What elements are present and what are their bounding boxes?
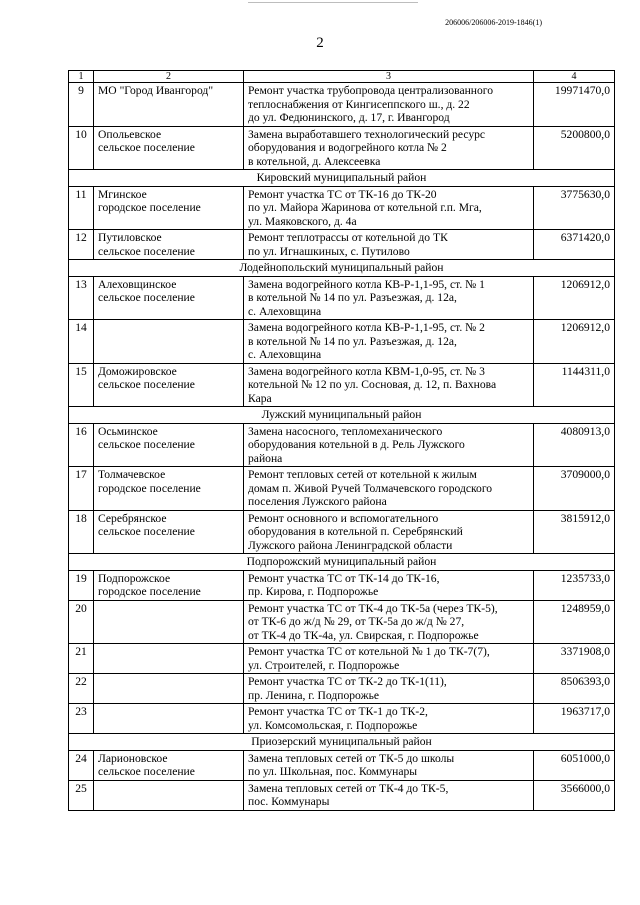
region-row bbox=[69, 554, 615, 571]
table-row bbox=[69, 644, 615, 674]
municipality-name: Осьминское сельское поселение bbox=[94, 423, 244, 467]
municipality-name bbox=[94, 780, 244, 810]
region-row bbox=[69, 734, 615, 751]
region-label: Кировский муниципальный район bbox=[69, 170, 615, 187]
row-number: 16 bbox=[69, 423, 94, 467]
work-description: Ремонт участка ТС от ТК-1 до ТК-2, ул. Комсомольская, г. Подпорожье bbox=[244, 704, 534, 734]
table-row bbox=[69, 320, 615, 364]
amount-value: 8506393,0 bbox=[534, 674, 615, 704]
municipality-name: Толмачевское городское поселение bbox=[94, 467, 244, 511]
amount-value: 1144311,0 bbox=[534, 363, 615, 407]
amount-value: 1235733,0 bbox=[534, 570, 615, 600]
amount-value: 1206912,0 bbox=[534, 320, 615, 364]
table-row bbox=[69, 467, 615, 511]
top-scan-line bbox=[248, 2, 418, 3]
amount-value: 6051000,0 bbox=[534, 750, 615, 780]
row-number: 19 bbox=[69, 570, 94, 600]
municipality-name: Доможировское сельское поселение bbox=[94, 363, 244, 407]
work-description: Замена насосного, тепломеханического оборудования котельной в д. Рель Лужского района bbox=[244, 423, 534, 467]
amount-value: 1963717,0 bbox=[534, 704, 615, 734]
work-description: Ремонт участка ТС от котельной № 1 до ТК-7(7), ул. Строителей, г. Подпорожье bbox=[244, 644, 534, 674]
row-number: 24 bbox=[69, 750, 94, 780]
projects-table bbox=[68, 70, 615, 811]
document-number: 206006/206006-2019-1846(1) bbox=[445, 18, 542, 27]
table-row bbox=[69, 423, 615, 467]
region-label: Приозерский муниципальный район bbox=[69, 734, 615, 751]
amount-value: 3371908,0 bbox=[534, 644, 615, 674]
row-number: 15 bbox=[69, 363, 94, 407]
region-row bbox=[69, 407, 615, 424]
row-number: 21 bbox=[69, 644, 94, 674]
row-number: 12 bbox=[69, 230, 94, 260]
amount-value: 19971470,0 bbox=[534, 83, 615, 127]
municipality-name: МО "Город Ивангород" bbox=[94, 83, 244, 127]
table-row bbox=[69, 674, 615, 704]
table-row bbox=[69, 186, 615, 230]
region-label: Лужский муниципальный район bbox=[69, 407, 615, 424]
municipality-name: Мгинское городское поселение bbox=[94, 186, 244, 230]
municipality-name: Ларионовское сельское поселение bbox=[94, 750, 244, 780]
amount-value: 3709000,0 bbox=[534, 467, 615, 511]
work-description: Замена тепловых сетей от ТК-4 до ТК-5, пос. Коммунары bbox=[244, 780, 534, 810]
row-number: 13 bbox=[69, 276, 94, 320]
row-number: 14 bbox=[69, 320, 94, 364]
amount-value: 6371420,0 bbox=[534, 230, 615, 260]
table-row bbox=[69, 276, 615, 320]
municipality-name bbox=[94, 674, 244, 704]
table-row bbox=[69, 750, 615, 780]
column-header: 2 bbox=[94, 71, 244, 83]
region-label: Подпорожский муниципальный район bbox=[69, 554, 615, 571]
row-number: 11 bbox=[69, 186, 94, 230]
table-row bbox=[69, 510, 615, 554]
work-description: Замена водогрейного котла КВ-Р-1,1-95, ст. № 2 в котельной № 14 по ул. Разъезжая, д. 12а, с. Алеховщина bbox=[244, 320, 534, 364]
table-row bbox=[69, 704, 615, 734]
municipality-name bbox=[94, 644, 244, 674]
table-row bbox=[69, 126, 615, 170]
table-row bbox=[69, 230, 615, 260]
work-description: Замена тепловых сетей от ТК-5 до школы по ул. Школьная, пос. Коммунары bbox=[244, 750, 534, 780]
municipality-name bbox=[94, 320, 244, 364]
amount-value: 4080913,0 bbox=[534, 423, 615, 467]
work-description: Ремонт тепловых сетей от котельной к жилым домам п. Живой Ручей Толмачевского городского поселения Лужского района bbox=[244, 467, 534, 511]
amount-value: 3815912,0 bbox=[534, 510, 615, 554]
work-description: Ремонт участка ТС от ТК-2 до ТК-1(11), пр. Ленина, г. Подпорожье bbox=[244, 674, 534, 704]
table-row bbox=[69, 570, 615, 600]
amount-value: 5200800,0 bbox=[534, 126, 615, 170]
column-header: 1 bbox=[69, 71, 94, 83]
row-number: 9 bbox=[69, 83, 94, 127]
row-number: 25 bbox=[69, 780, 94, 810]
amount-value: 1206912,0 bbox=[534, 276, 615, 320]
municipality-name: Опольевское сельское поселение bbox=[94, 126, 244, 170]
table-row bbox=[69, 363, 615, 407]
work-description: Замена водогрейного котла КВ-Р-1,1-95, ст. № 1 в котельной № 14 по ул. Разъезжая, д. 12а, с. Алеховщина bbox=[244, 276, 534, 320]
row-number: 23 bbox=[69, 704, 94, 734]
municipality-name bbox=[94, 600, 244, 644]
municipality-name: Подпорожское городское поселение bbox=[94, 570, 244, 600]
page-number: 2 bbox=[316, 35, 324, 51]
column-header: 3 bbox=[244, 71, 534, 83]
work-description: Замена водогрейного котла КВМ-1,0-95, ст. № 3 котельной № 12 по ул. Сосновая, д. 12, п. Вахнова Кара bbox=[244, 363, 534, 407]
municipality-name: Серебрянское сельское поселение bbox=[94, 510, 244, 554]
work-description: Ремонт участка ТС от ТК-14 до ТК-16, пр. Кирова, г. Подпорожье bbox=[244, 570, 534, 600]
row-number: 18 bbox=[69, 510, 94, 554]
amount-value: 3566000,0 bbox=[534, 780, 615, 810]
municipality-name: Алеховщинское сельское поселение bbox=[94, 276, 244, 320]
column-header: 4 bbox=[534, 71, 615, 83]
row-number: 17 bbox=[69, 467, 94, 511]
work-description: Ремонт участка трубопровода централизованного теплоснабжения от Кингисеппского ш., д. 22 до ул. Федюнинского, д. 17, г. Ивангород bbox=[244, 83, 534, 127]
region-label: Лодейнопольский муниципальный район bbox=[69, 260, 615, 277]
region-row bbox=[69, 260, 615, 277]
table-header-row bbox=[69, 71, 615, 83]
municipality-name bbox=[94, 704, 244, 734]
work-description: Ремонт участка ТС от ТК-4 до ТК-5а (через ТК-5), от ТК-6 до ж/д № 29, от ТК-5а до ж/д № 27, от ТК-4 до ТК-4а, ул. Свирская, г. Подпорожье bbox=[244, 600, 534, 644]
work-description: Ремонт участка ТС от ТК-16 до ТК-20 по ул. Майора Жаринова от котельной г.п. Мга, ул. Маяковского, д. 4а bbox=[244, 186, 534, 230]
region-row bbox=[69, 170, 615, 187]
amount-value: 1248959,0 bbox=[534, 600, 615, 644]
row-number: 20 bbox=[69, 600, 94, 644]
work-description: Замена выработавшего технологический ресурс оборудования и водогрейного котла № 2 в котельной, д. Алексеевка bbox=[244, 126, 534, 170]
table-row bbox=[69, 780, 615, 810]
table-row bbox=[69, 600, 615, 644]
amount-value: 3775630,0 bbox=[534, 186, 615, 230]
work-description: Ремонт теплотрассы от котельной до ТК по ул. Игнашкиных, с. Путилово bbox=[244, 230, 534, 260]
work-description: Ремонт основного и вспомогательного оборудования в котельной п. Серебрянский Лужского района Ленинградской области bbox=[244, 510, 534, 554]
table-row bbox=[69, 83, 615, 127]
municipality-name: Путиловское сельское поселение bbox=[94, 230, 244, 260]
row-number: 10 bbox=[69, 126, 94, 170]
row-number: 22 bbox=[69, 674, 94, 704]
